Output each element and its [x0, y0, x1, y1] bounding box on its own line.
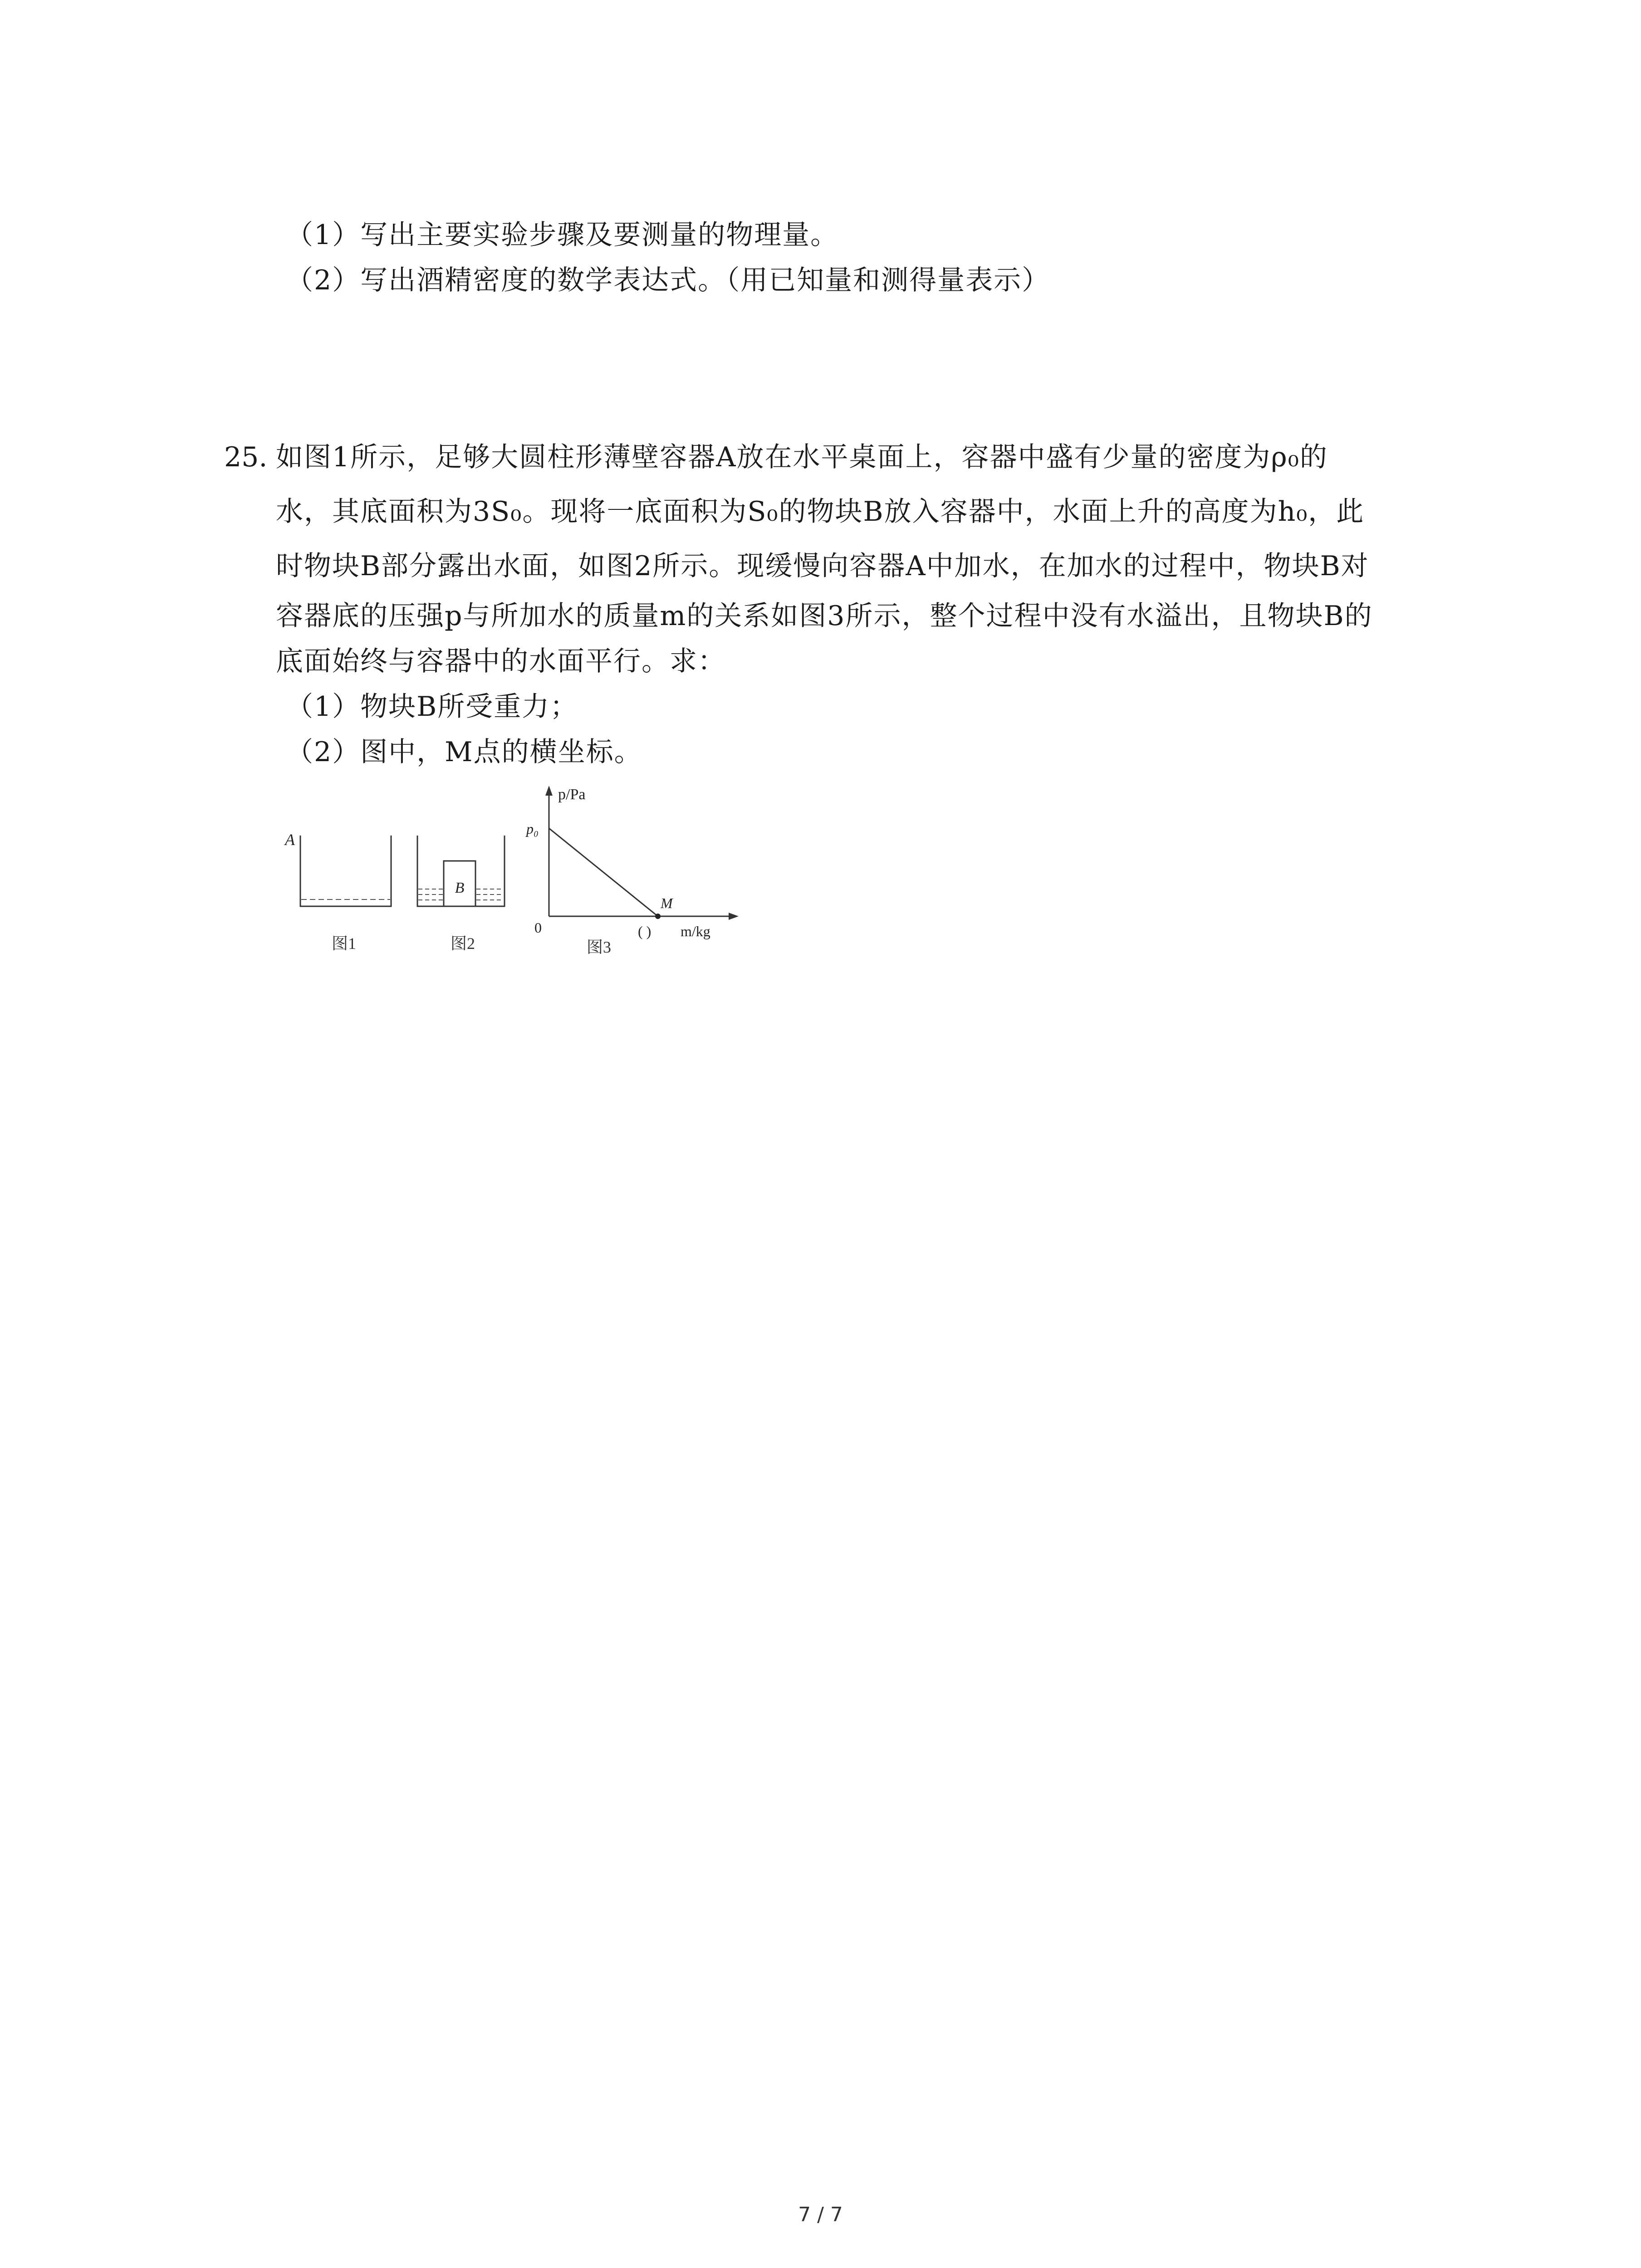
figure-2: [417, 836, 505, 953]
y-intercept-label: p₀: [526, 821, 539, 837]
fig2-block-label: B: [455, 880, 465, 896]
fig2-caption: 图2: [450, 934, 475, 953]
y-axis-label: p/Pa: [558, 786, 586, 803]
question-line-1: 如图1所示，足够大圆柱形薄壁容器A放在水平桌面上，容器中盛有少量的密度为ρ₀的: [276, 441, 1328, 473]
question-sub2: （2）图中，M点的横坐标。: [286, 736, 642, 768]
y-axis-arrow: [545, 786, 553, 796]
question-sub1: （1）物块B所受重力；: [286, 691, 578, 723]
question-line-4: 容器底的压强p与所加水的质量m的关系如图3所示，整个过程中没有水溢出，且物块B的: [276, 600, 1373, 632]
figure-1: [284, 831, 391, 953]
question-line-3: 时物块B部分露出水面，如图2所示。现缓慢向容器A中加水，在加水的过程中，物块B对: [276, 550, 1369, 582]
point-m-label: M: [661, 895, 673, 911]
fig1-container-label: A: [285, 831, 295, 849]
x-coordinate-blank: ( ): [638, 923, 652, 939]
question-line-2: 水，其底面积为3S₀。现将一底面积为S₀的物块B放入容器中，水面上升的高度为h₀，此: [276, 496, 1365, 528]
origin-label: 0: [534, 919, 542, 936]
x-axis-label: m/kg: [681, 923, 710, 939]
fig1-caption: 图1: [331, 934, 357, 953]
container-a: [300, 836, 391, 906]
prev-question-sub2: （2）写出酒精密度的数学表达式。（用已知量和测得量表示）: [286, 264, 1050, 296]
question-line-5: 底面始终与容器中的水面平行。求：: [276, 645, 726, 677]
prev-question-sub1: （1）写出主要实验步骤及要测量的物理量。: [286, 219, 839, 251]
figure-3: [525, 786, 739, 956]
question-number: 25.: [224, 441, 268, 473]
page-indicator: 7 / 7: [798, 2203, 843, 2226]
point-m: [655, 914, 661, 919]
fig3-caption: 图3: [586, 938, 612, 956]
x-axis-arrow: [729, 913, 739, 920]
pressure-line: [549, 828, 658, 916]
figure-group: [272, 780, 749, 971]
